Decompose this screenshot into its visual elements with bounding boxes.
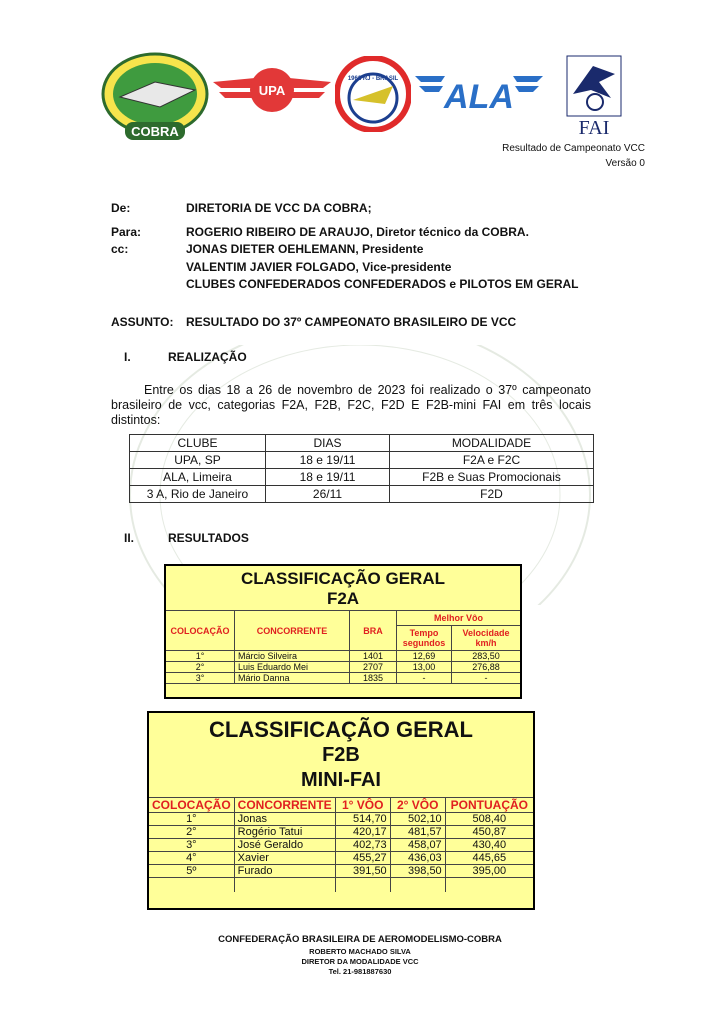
svg-text:COBRA: COBRA: [131, 124, 179, 139]
table-cell: 481,57: [390, 826, 445, 839]
cobra-logo: [100, 52, 210, 144]
table-cell: UPA, SP: [130, 452, 266, 469]
table-cell: F2A e F2C: [390, 452, 594, 469]
table-row: [149, 813, 533, 826]
column-header: COLOCAÇÃO: [166, 611, 235, 651]
table-row: [149, 852, 533, 865]
table-cell: 1835: [350, 673, 397, 684]
svg-text:UPA: UPA: [258, 83, 286, 98]
table-cell: 458,07: [390, 839, 445, 852]
section-number: I.: [124, 350, 131, 364]
section-title: RESULTADOS: [168, 531, 249, 545]
para-label: Para:: [111, 225, 142, 239]
table-cell: [390, 878, 445, 892]
table-cell: [445, 878, 533, 892]
table-cell: Márcio Silveira: [235, 651, 350, 662]
table-cell: Furado: [234, 865, 335, 878]
f2b-table: [149, 797, 533, 892]
column-header: DIAS: [266, 435, 390, 452]
table-cell: 1401: [350, 651, 397, 662]
table-cell: 18 e 19/11: [266, 452, 390, 469]
table-cell: [335, 878, 390, 892]
table-header-row: [149, 798, 533, 813]
table-cell: [234, 878, 335, 892]
table-row: [149, 826, 533, 839]
table-cell: 391,50: [335, 865, 390, 878]
logo-row: [95, 52, 635, 144]
table-cell: [149, 878, 234, 892]
table-cell: Jonas: [234, 813, 335, 826]
table-cell: 395,00: [445, 865, 533, 878]
table-cell: 18 e 19/11: [266, 469, 390, 486]
assunto-label: ASSUNTO:: [111, 315, 174, 329]
table-cell: 420,17: [335, 826, 390, 839]
table-row: [166, 673, 520, 684]
column-header: MODALIDADE: [390, 435, 594, 452]
column-header: CLUBE: [130, 435, 266, 452]
table-cell: José Geraldo: [234, 839, 335, 852]
f2b-title: CLASSIFICAÇÃO GERAL: [209, 717, 473, 742]
column-header: COLOCAÇÃO: [149, 798, 234, 813]
column-header: BRA: [350, 611, 397, 651]
table-cell: 1°: [149, 813, 234, 826]
section-title: REALIZAÇÃO: [168, 350, 247, 364]
table-cell: 430,40: [445, 839, 533, 852]
realizacao-paragraph: Entre os dias 18 a 26 de novembro de 2023 foi realizado o 37º campeonato brasileiro de vcc, categorias F2A, F2B, F2C, F2D E F2B-mini FAI em três locais distintos:: [111, 383, 591, 427]
table-row: [149, 839, 533, 852]
table-cell: 26/11: [266, 486, 390, 503]
table-cell: 3°: [166, 673, 235, 684]
table-cell: 436,03: [390, 852, 445, 865]
column-header: PONTUAÇÃO: [445, 798, 533, 813]
svg-text:FAI: FAI: [578, 117, 610, 138]
table-cell: 4°: [149, 852, 234, 865]
table-cell: 508,40: [445, 813, 533, 826]
ala-logo: [415, 72, 543, 116]
f2a-title: CLASSIFICAÇÃO GERAL: [241, 569, 445, 588]
para-value: ROGERIO RIBEIRO DE ARAUJO, Diretor técnico da COBRA.: [186, 225, 529, 239]
table-cell: 283,50: [452, 651, 521, 662]
table-cell: 3°: [149, 839, 234, 852]
column-header: Tempo segundos: [397, 626, 452, 651]
fai-logo: [565, 54, 623, 138]
f2b-category: F2B: [322, 744, 360, 766]
table-cell: ALA, Limeira: [130, 469, 266, 486]
table-cell: 12,69: [397, 651, 452, 662]
cc-label: cc:: [111, 242, 129, 256]
table-cell: F2B e Suas Promocionais: [390, 469, 594, 486]
table-row: [130, 452, 594, 469]
locations-table: [129, 434, 594, 503]
table-cell: 13,00: [397, 662, 452, 673]
de-value: DIRETORIA DE VCC DA COBRA;: [186, 201, 372, 215]
cc-item: CLUBES CONFEDERADOS CONFEDERADOS e PILOTOS EM GERAL: [186, 277, 579, 291]
table-cell: 1°: [166, 651, 235, 662]
section-number: II.: [124, 531, 135, 545]
table-cell: 276,88: [452, 662, 521, 673]
table-cell: 445,65: [445, 852, 533, 865]
table-row: [130, 469, 594, 486]
f2a-results: [164, 564, 522, 699]
document-header: [502, 141, 645, 171]
table-row: [149, 878, 533, 892]
column-header: Velocidade km/h: [452, 626, 521, 651]
table-cell: 502,10: [390, 813, 445, 826]
table-cell: 450,87: [445, 826, 533, 839]
footer-phone: Tel. 21-981887630: [328, 967, 392, 976]
doc-title: Resultado de Campeonato VCC: [502, 143, 645, 154]
3a-logo: [335, 56, 411, 132]
f2a-category: F2A: [326, 589, 360, 608]
table-cell: -: [452, 673, 521, 684]
cc-item: JONAS DIETER OEHLEMANN, Presidente: [186, 242, 424, 256]
svg-text:1962 RJ - BRASIL: 1962 RJ - BRASIL: [347, 76, 399, 82]
table-row: [166, 662, 520, 673]
table-cell: 2°: [166, 662, 235, 673]
de-label: De:: [111, 201, 131, 215]
f2a-table: [166, 610, 520, 684]
table-row: [130, 486, 594, 503]
table-cell: 402,73: [335, 839, 390, 852]
column-header: 1° VÔO: [335, 798, 390, 813]
table-cell: Mário Danna: [235, 673, 350, 684]
table-cell: 5º: [149, 865, 234, 878]
table-row: [149, 865, 533, 878]
table-cell: 2°: [149, 826, 234, 839]
table-cell: 455,27: [335, 852, 390, 865]
table-row: [166, 651, 520, 662]
table-cell: Xavier: [234, 852, 335, 865]
footer-organization: CONFEDERAÇÃO BRASILEIRA DE AEROMODELISMO-COBRA: [218, 934, 502, 945]
table-cell: Luis Eduardo Mei: [235, 662, 350, 673]
column-header: Melhor Vôo: [397, 611, 521, 626]
f2b-results: [147, 711, 535, 910]
table-cell: 514,70: [335, 813, 390, 826]
table-header-row: [130, 435, 594, 452]
table-cell: 3 A, Rio de Janeiro: [130, 486, 266, 503]
assunto-value: RESULTADO DO 37º CAMPEONATO BRASILEIRO DE VCC: [186, 315, 517, 329]
table-cell: Rogério Tatui: [234, 826, 335, 839]
f2b-subcategory: MINI-FAI: [301, 769, 381, 791]
table-cell: -: [397, 673, 452, 684]
svg-text:ALA: ALA: [444, 78, 514, 116]
column-header: 2° VÔO: [390, 798, 445, 813]
column-header: CONCORRENTE: [234, 798, 335, 813]
upa-logo: [213, 64, 331, 126]
column-header: CONCORRENTE: [235, 611, 350, 651]
table-cell: 2707: [350, 662, 397, 673]
table-cell: F2D: [390, 486, 594, 503]
table-cell: 398,50: [390, 865, 445, 878]
footer-role: DIRETOR DA MODALIDADE VCC: [301, 957, 419, 966]
cc-item: VALENTIM JAVIER FOLGADO, Vice-presidente: [186, 260, 452, 274]
doc-version: Versão 0: [605, 158, 645, 169]
footer-name: ROBERTO MACHADO SILVA: [309, 947, 411, 956]
